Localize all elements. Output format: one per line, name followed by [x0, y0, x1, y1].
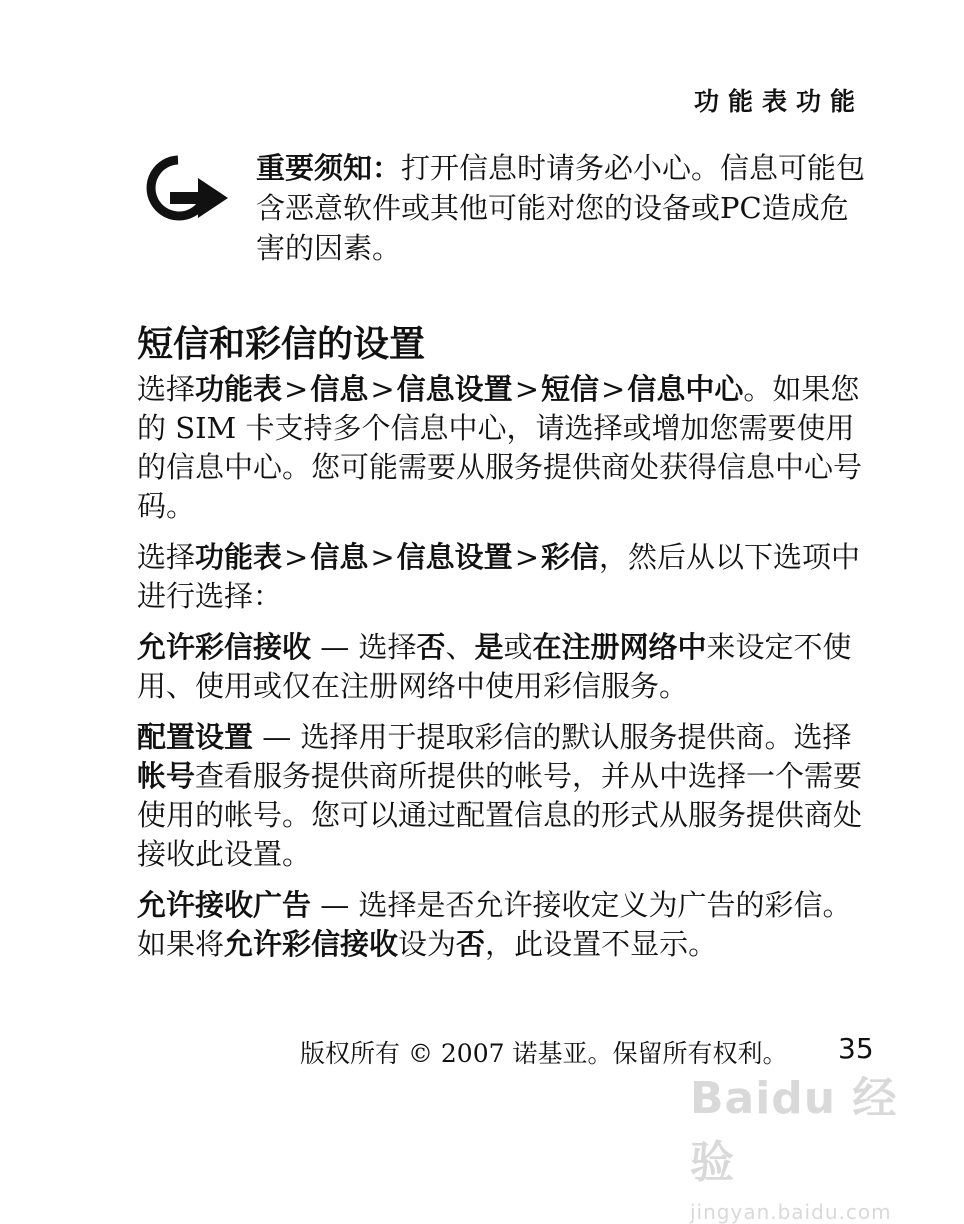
watermark-main: Baidu 经验	[690, 1073, 898, 1188]
option-no: 否	[456, 927, 486, 961]
section-title: 短信和彩信的设置	[137, 324, 426, 365]
body-text	[137, 370, 877, 976]
option-account: 帐号	[137, 759, 196, 793]
menu-path-item: 功能表	[195, 372, 283, 406]
path-separator: >	[514, 540, 539, 574]
term-allow-mms: 允许彩信接收	[137, 630, 312, 664]
watermark-url: jingyan.baidu.com	[690, 1200, 892, 1224]
choose-text: 选择	[137, 540, 196, 574]
term-config-settings: 配置设置	[137, 720, 254, 754]
running-header: 功能表功能	[693, 87, 864, 116]
paragraph-sms-settings	[137, 370, 877, 526]
paragraph-text: ，此设置不显示。	[485, 927, 718, 961]
paragraph-mms-settings	[137, 538, 877, 616]
punctuation: 、	[445, 630, 475, 664]
path-separator: >	[514, 372, 539, 406]
option-no: 否	[416, 630, 446, 664]
term-dash: — 选择用于提取彩信的默认服务提供商。选择	[253, 720, 852, 754]
baidu-watermark	[690, 1062, 930, 1224]
path-separator: >	[284, 372, 309, 406]
menu-path-item: 信息	[310, 372, 369, 406]
paragraph-config-settings	[137, 718, 877, 874]
option-allow-mms: 允许彩信接收	[224, 927, 399, 961]
note-text: 打开信息时请务必小心。信息可能包含恶意软件或其他可能对您的设备或PC造成危害的因素。	[256, 151, 866, 265]
paragraph-text: 查看服务提供商所提供的帐号，并从中选择一个需要使用的帐号。您可以通过配置信息的形式从服务提供商处接收此设置。	[137, 759, 863, 871]
path-separator: >	[370, 540, 395, 574]
menu-path-item: 信息设置	[396, 540, 513, 574]
option-home-network: 在注册网络中	[532, 630, 707, 664]
paragraph-text: 设为	[398, 927, 457, 961]
paragraph-allow-ads	[137, 886, 877, 964]
page-number: 35	[838, 1032, 874, 1065]
paragraph-text: 来设定不使用、使用或仅在注册网络中使用彩信服务。	[137, 630, 852, 703]
path-separator: >	[370, 372, 395, 406]
conjunction: 或	[503, 630, 533, 664]
menu-path-item: 信息设置	[396, 372, 513, 406]
paragraph-text: 。如果您的 SIM 卡支持多个信息中心，请选择或增加您需要使用的信息中心。您可能需要从服务提供商处获得信息中心号码。	[137, 372, 863, 523]
menu-path-item: 功能表	[195, 540, 283, 574]
path-separator: >	[284, 540, 309, 574]
choose-text: 选择	[137, 372, 196, 406]
menu-path-item: 彩信	[541, 540, 600, 574]
option-yes: 是	[474, 630, 504, 664]
term-dash: — 选择是否允许接收定义为广告的彩信。如果将	[137, 888, 852, 961]
term-dash: — 选择	[311, 630, 417, 664]
menu-path-item: 信息中心	[627, 372, 744, 406]
path-separator: >	[601, 372, 626, 406]
paragraph-text: ，然后从以下选项中进行选择：	[137, 540, 861, 613]
paragraph-allow-mms	[137, 628, 877, 706]
term-allow-ads: 允许接收广告	[137, 888, 312, 922]
copyright-footer: 版权所有 © 2007 诺基亚。保留所有权利。	[300, 1039, 788, 1068]
important-note	[256, 148, 876, 268]
important-note-icon	[140, 152, 232, 224]
note-lead: 重要须知：	[256, 151, 402, 185]
menu-path-item: 短信	[541, 372, 600, 406]
menu-path-item: 信息	[310, 540, 369, 574]
